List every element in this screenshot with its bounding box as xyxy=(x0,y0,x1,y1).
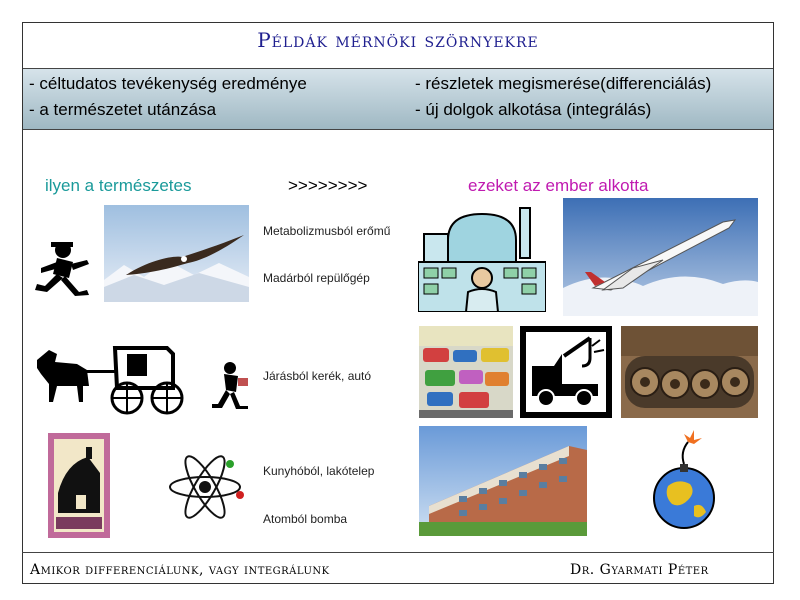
intro-right-2: - új dolgok alkotása (integrálás) xyxy=(415,100,652,119)
globe-bomb-icon xyxy=(650,428,722,538)
footer-divider xyxy=(22,552,774,553)
arrow-label: >>>>>>>> xyxy=(288,176,368,195)
example-bomb: Atomból bomba xyxy=(263,512,348,526)
intro-left-1: - céltudatos tevékenység eredménye xyxy=(29,74,307,93)
example-power: Metabolizmusból erőmű xyxy=(263,224,391,238)
tank-tracks-photo xyxy=(621,326,758,418)
example-plane: Madárból repülőgép xyxy=(263,271,370,285)
nature-label: ilyen a természetes xyxy=(45,176,192,195)
intro-right-1: - részletek megismerése(differenciálás) xyxy=(415,74,712,93)
traffic-photo xyxy=(419,326,513,418)
concorde-photo xyxy=(563,198,758,316)
hut-icon xyxy=(48,433,110,538)
horse-carriage-icon xyxy=(27,340,192,416)
page-title: Példák mérnöki szörnyekre xyxy=(257,28,539,52)
human-label: ezeket az ember alkotta xyxy=(468,176,649,195)
footer-left: Amikor differenciálunk, vagy integrálunk xyxy=(30,562,330,578)
tow-truck-icon xyxy=(520,326,612,418)
footer-right: Dr. Gyarmati Péter xyxy=(570,562,709,578)
power-plant-icon xyxy=(418,200,546,312)
example-housing: Kunyhóból, lakótelep xyxy=(263,464,375,478)
intro-left-2: - a természetet utánzása xyxy=(29,100,217,119)
example-car: Járásból kerék, autó xyxy=(263,369,372,383)
housing-block-photo xyxy=(419,426,587,536)
eagle-photo xyxy=(104,205,249,302)
runner-icon xyxy=(35,238,95,300)
atom-icon xyxy=(165,455,245,520)
walking-man-icon xyxy=(210,360,250,410)
intro-band xyxy=(23,68,773,130)
